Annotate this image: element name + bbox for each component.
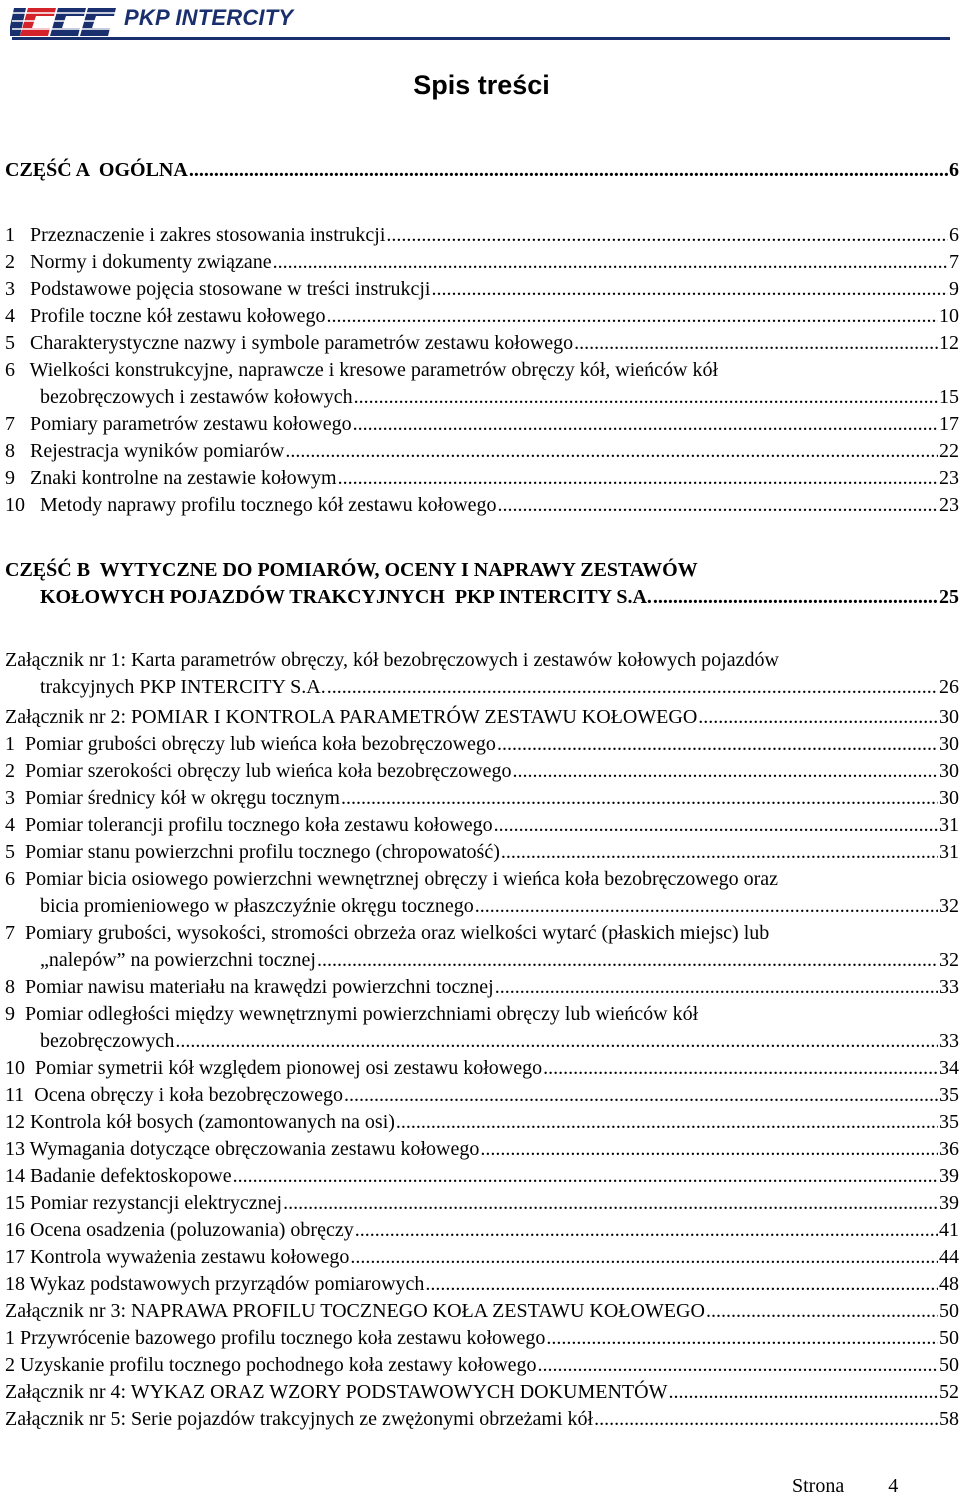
toc-entry-title: bezobręczowych i zestawów kołowych [40, 386, 353, 408]
toc-entry-page: 39 [939, 1165, 959, 1187]
toc-entry-page: 30 [939, 760, 959, 782]
toc-dot-leader [574, 330, 938, 357]
toc-entry[interactable] [5, 1190, 959, 1217]
toc-entry[interactable] [5, 1109, 959, 1136]
toc-dot-leader [653, 584, 938, 611]
toc-entry-title: Załącznik nr 4: WYKAZ ORAZ WZORY PODSTAWOWYCH DOKUMENTÓW [5, 1381, 668, 1403]
toc-entry-page: 32 [939, 949, 959, 971]
toc-entry-title: 2 Uzyskanie profilu tocznego pochodnego koła zestawy kołowego [5, 1354, 537, 1376]
toc-entry-title: 8 Rejestracja wyników pomiarów [5, 440, 285, 462]
toc-entry-page: 30 [939, 706, 959, 728]
toc-entry[interactable] [5, 1217, 959, 1244]
brand-name: PKP INTERCITY [124, 5, 294, 30]
toc-entry-title: 17 Kontrola wyważenia zestawu kołowego [5, 1246, 350, 1268]
toc-entry-title: 10 Metody naprawy profilu tocznego kół zestawu kołowego [5, 494, 497, 516]
toc-entry-title: 4 Profile toczne kół zestawu kołowego [5, 305, 326, 327]
toc-entry-title: 9 Pomiar odległości między wewnętrznymi powierzchniami obręczy lub wieńców kół [5, 1003, 699, 1025]
toc-entry-title: 1 Przeznaczenie i zakres stosowania instrukcji [5, 224, 386, 246]
toc-dot-leader [326, 303, 938, 330]
toc-dot-leader [355, 1217, 938, 1244]
toc-entry-title: 12 Kontrola kół bosych (zamontowanych na osi) [5, 1111, 395, 1133]
toc-entry-title: Załącznik nr 3: NAPRAWA PROFILU TOCZNEGO KOŁA ZESTAWU KOŁOWEGO [5, 1300, 705, 1322]
toc-entry[interactable] [5, 839, 959, 866]
toc-entry[interactable] [5, 812, 959, 839]
toc-entry-title: 15 Pomiar rezystancji elektrycznej [5, 1192, 283, 1214]
toc-entry-title: 1 Przywrócenie bazowego profilu tocznego koła zestawu kołowego [5, 1327, 546, 1349]
toc-entry-title: CZĘŚĆ A OGÓLNA [5, 159, 188, 181]
toc-dot-leader [175, 1028, 938, 1055]
toc-entry-title: 11 Ocena obręczy i koła bezobręczowego [5, 1084, 343, 1106]
toc-entry[interactable] [5, 758, 959, 785]
toc-dot-leader [501, 839, 938, 866]
toc-entry-title: Załącznik nr 2: POMIAR I KONTROLA PARAMETRÓW ZESTAWU KOŁOWEGO [5, 706, 698, 728]
toc-dot-leader [431, 276, 948, 303]
toc-dot-leader [396, 1109, 938, 1136]
toc-entry-title: 1 Pomiar grubości obręczy lub wieńca koła bezobręczowego [5, 733, 496, 755]
toc-entry-page: 31 [939, 841, 959, 863]
toc-dot-leader [386, 222, 948, 249]
toc-entry-page: 31 [939, 814, 959, 836]
toc-entry-page: 39 [939, 1192, 959, 1214]
toc-entry-page: 34 [939, 1057, 959, 1079]
toc-dot-leader [498, 492, 938, 519]
toc-entry-title: 5 Pomiar stanu powierzchni profilu tocznego (chropowatość) [5, 841, 500, 863]
toc-entry[interactable] [5, 492, 959, 519]
toc-entry-page: 9 [949, 278, 959, 300]
toc-entry[interactable] [5, 1352, 959, 1379]
toc-entry-page: 33 [939, 1030, 959, 1052]
toc-dot-leader [594, 1406, 938, 1433]
toc-entry-title: 18 Wykaz podstawowych przyrządów pomiarowych [5, 1273, 425, 1295]
toc-entry-page: 17 [939, 413, 959, 435]
footer-page-number: 4 [888, 1475, 899, 1497]
toc-entry[interactable] [5, 303, 959, 330]
toc-entry[interactable] [5, 974, 959, 1001]
toc-entry-title: 6 Wielkości konstrukcyjne, naprawcze i kresowe parametrów obręczy kół, wieńców kół [5, 359, 719, 381]
toc-entry-title: 13 Wymagania dotyczące obręczowania zestawu kołowego [5, 1138, 480, 1160]
toc-entry[interactable] [5, 920, 959, 974]
toc-dot-leader [338, 465, 938, 492]
toc-dot-leader [475, 893, 938, 920]
toc-entry[interactable] [5, 1055, 959, 1082]
toc-dot-leader [354, 384, 938, 411]
toc-dot-leader [283, 1190, 938, 1217]
toc-entry-page: 6 [949, 159, 959, 181]
toc-entry[interactable] [5, 1136, 959, 1163]
toc-entry-page: 50 [939, 1327, 959, 1349]
toc-dot-leader [668, 1379, 938, 1406]
toc-entry[interactable] [5, 438, 959, 465]
toc-entry-title: „nalepów” na powierzchni tocznej [40, 949, 316, 971]
toc-entry-page: 22 [939, 440, 959, 462]
page-footer [792, 1475, 898, 1498]
toc-entry[interactable] [5, 249, 959, 276]
toc-entry-page: 36 [939, 1138, 959, 1160]
toc-entry-title: 2 Pomiar szerokości obręczy lub wieńca koła bezobręczowego [5, 760, 512, 782]
toc-dot-leader [344, 1082, 938, 1109]
toc-entry[interactable] [5, 1082, 959, 1109]
footer-label: Strona [792, 1475, 845, 1497]
toc-entry-title: 5 Charakterystyczne nazwy i symbole parametrów zestawu kołowego [5, 332, 574, 354]
toc-entry-title: 6 Pomiar bicia osiowego powierzchni wewnętrznej obręczy i wieńca koła bezobręczowego oraz [5, 868, 779, 890]
toc-dot-leader [341, 785, 938, 812]
toc-entry[interactable] [5, 222, 959, 249]
toc-entry-page: 23 [939, 467, 959, 489]
toc-dot-leader [350, 1244, 938, 1271]
toc-entry-page: 35 [939, 1084, 959, 1106]
toc-entry[interactable] [5, 330, 959, 357]
toc-entry[interactable] [5, 1325, 959, 1352]
toc-entry-page: 32 [939, 895, 959, 917]
toc-entry-title: 3 Podstawowe pojęcia stosowane w treści instrukcji [5, 278, 431, 300]
toc-entry-page: 33 [939, 976, 959, 998]
header-rule [12, 37, 950, 40]
toc-entry[interactable] [5, 557, 959, 611]
toc-dot-leader [497, 731, 938, 758]
toc-entry[interactable] [5, 465, 959, 492]
toc-entry[interactable] [5, 1379, 959, 1406]
toc-entry-page: 58 [939, 1408, 959, 1430]
toc-entry-title: 14 Badanie defektoskopowe [5, 1165, 232, 1187]
toc-dot-leader [495, 974, 938, 1001]
toc-dot-leader [425, 1271, 938, 1298]
toc-entry-page: 48 [939, 1273, 959, 1295]
toc-entry-page: 26 [939, 676, 959, 698]
toc-dot-leader [706, 1298, 938, 1325]
toc-entry[interactable] [5, 1406, 959, 1433]
toc-entry-page: 30 [939, 733, 959, 755]
toc-dot-leader [285, 438, 938, 465]
toc-dot-leader [538, 1352, 938, 1379]
toc-dot-leader [512, 758, 938, 785]
toc-entry-page: 35 [939, 1111, 959, 1133]
toc-entry-page: 41 [939, 1219, 959, 1241]
toc-entry[interactable] [5, 357, 959, 411]
toc-entry-page: 25 [939, 586, 959, 608]
toc-entry-page: 7 [949, 251, 959, 273]
toc-entry-title: bezobręczowych [40, 1030, 175, 1052]
intercity-logo-icon [10, 2, 122, 38]
toc-entry-page: 50 [939, 1354, 959, 1376]
toc-dot-leader [273, 249, 948, 276]
toc-entry-page: 15 [939, 386, 959, 408]
page-title: Spis treści [413, 70, 550, 100]
toc-entry-title: 7 Pomiary grubości, wysokości, stromości obrzeża oraz wielkości wytarć (płaskich miejsc) lub [5, 922, 770, 944]
toc-entry[interactable] [5, 1271, 959, 1298]
toc-entry-title: KOŁOWYCH POJAZDÓW TRAKCYJNYCH PKP INTERCITY S.A. [40, 586, 652, 608]
toc-entry-title: CZĘŚĆ B WYTYCZNE DO POMIARÓW, OCENY I NAPRAWY ZESTAWÓW [5, 559, 698, 581]
toc-entry-page: 44 [939, 1246, 959, 1268]
toc-entry-title: bicia promieniowego w płaszczyźnie okręgu tocznego [40, 895, 474, 917]
toc-entry-title: 4 Pomiar tolerancji profilu tocznego koła zestawu kołowego [5, 814, 493, 836]
toc-entry[interactable] [5, 1001, 959, 1055]
toc-dot-leader [353, 411, 938, 438]
toc-entry-title: Załącznik nr 1: Karta parametrów obręczy, kół bezobręczowych i zestawów kołowych pojazdów [5, 649, 779, 671]
toc-entry[interactable] [5, 276, 959, 303]
toc-entry[interactable] [5, 1244, 959, 1271]
toc-entry-title: 8 Pomiar nawisu materiału na krawędzi powierzchni tocznej [5, 976, 494, 998]
toc-entry[interactable] [5, 647, 959, 701]
toc-entry-title: 2 Normy i dokumenty związane [5, 251, 272, 273]
toc-entry-title: 10 Pomiar symetrii kół względem pionowej osi zestawu kołowego [5, 1057, 543, 1079]
toc-entry-title: 7 Pomiary parametrów zestawu kołowego [5, 413, 352, 435]
toc-entry-page: 50 [939, 1300, 959, 1322]
page-header [0, 0, 960, 48]
toc-dot-leader [698, 704, 938, 731]
toc-entry-page: 23 [939, 494, 959, 516]
toc-dot-leader [233, 1163, 938, 1190]
toc-entry-title: trakcyjnych PKP INTERCITY S.A. [40, 676, 326, 698]
toc-entry[interactable] [5, 1298, 959, 1325]
toc-entry[interactable] [5, 157, 959, 184]
toc-dot-leader [189, 157, 948, 184]
toc-dot-leader [546, 1325, 938, 1352]
toc-entry-page: 12 [939, 332, 959, 354]
toc-entry[interactable] [5, 704, 959, 731]
toc-dot-leader [543, 1055, 938, 1082]
toc-entry-page: 30 [939, 787, 959, 809]
toc-dot-leader [317, 947, 938, 974]
toc-dot-leader [480, 1136, 938, 1163]
toc-entry-title: 9 Znaki kontrolne na zestawie kołowym [5, 467, 337, 489]
toc-entry[interactable] [5, 866, 959, 920]
toc-entry-title: 16 Ocena osadzenia (poluzowania) obręczy [5, 1219, 354, 1241]
toc-entry[interactable] [5, 785, 959, 812]
toc-entry-page: 6 [949, 224, 959, 246]
toc-entry-page: 10 [939, 305, 959, 327]
toc-dot-leader [494, 812, 938, 839]
toc-entry[interactable] [5, 411, 959, 438]
toc-entry-title: 3 Pomiar średnicy kół w okręgu tocznym [5, 787, 340, 809]
toc-entry[interactable] [5, 1163, 959, 1190]
toc-entry[interactable] [5, 731, 959, 758]
toc-dot-leader [327, 674, 938, 701]
toc-entry-page: 52 [939, 1381, 959, 1403]
toc-entry-title: Załącznik nr 5: Serie pojazdów trakcyjnych ze zwężonymi obrzeżami kół [5, 1408, 594, 1430]
